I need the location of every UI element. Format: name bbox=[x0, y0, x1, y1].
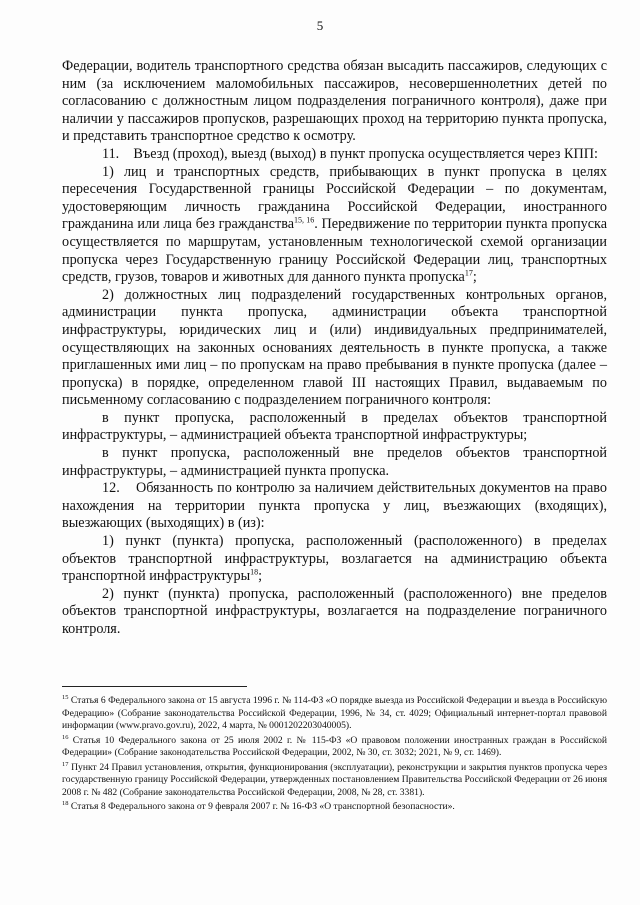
footnote-number: 18 bbox=[62, 799, 69, 807]
paragraph-text: Федерации, водитель транспортного средства обязан высадить пассажиров, следующих с ним (за исключением маломобильных пассажиров, несовершеннолетних детей по согласованию с должностным лицом подразделения пограничного контроля), даже при наличии у пассажиров пропусков, разрешающих проход на территорию пункта пропуска, и представить транспортное средство к осмотру. bbox=[62, 58, 607, 145]
paragraph-text: 2) должностных лиц подразделений государственных контрольных органов, администрации пункта пропуска, администрации объекта транспортной инфраструктуры, юридических лиц и (или) индивидуальных предпринимателей, осуществляющих на законных основаниях деятельность в пункте пропуска, а также приглашенных ими лиц – по пропускам на право пребывания в пункте пропуска (далее – пропуска) в порядке, определенном главой III настоящих Правил, выдаваемым по письменному согласованию с подразделением пограничного контроля: bbox=[62, 286, 607, 409]
paragraph-text: в пункт пропуска, расположенный вне пределов объектов транспортной инфраструктуры, – администрацией пункта пропуска. bbox=[62, 445, 607, 479]
footnote-text: Статья 6 Федерального закона от 15 августа 1996 г. № 114-ФЗ «О порядке выезда из Российской Федерации и въезда в Российскую Федерацию» (Собрание законодательства Российской Федерации, 1996, № 34, ст. 4029; Официальный интернет-портал правовой информации (www.pravo.gov.ru), 2022, 4 марта, № 0001202203040005). bbox=[62, 695, 607, 731]
paragraph-text: . Передвижение по территории пункта пропуска осуществляется по маршрутам, установленным технологической схемой организации пропуска через Государственную границу Российской Федерации лиц, транспортных средств, грузов, товаров и животных для данного пункта пропуска bbox=[62, 216, 607, 286]
paragraph bbox=[62, 58, 607, 146]
footnote-number: 16 bbox=[62, 733, 69, 741]
paragraph-text: 1) лиц и транспортных средств, прибывающих в пункт пропуска в целях пересечения Государственной границы Российской Федерации – по документам, удостоверяющим личность гражданина Российской Федерации, иностранного гражданина или лица без гражданства bbox=[62, 163, 607, 233]
paragraph-text: 1) пункт (пункта) пропуска, расположенный (расположенного) в пределах объектов транспортной инфраструктуры, возлагается на администрацию объекта транспортной инфраструктуры bbox=[62, 533, 607, 585]
footnote bbox=[62, 735, 607, 760]
footnote-separator bbox=[62, 686, 247, 687]
footnote-text: Статья 8 Федерального закона от 9 февраля 2007 г. № 16-ФЗ «О транспортной безопасности». bbox=[68, 801, 455, 812]
paragraph-text: в пункт пропуска, расположенный в пределах объектов транспортной инфраструктуры, – администрацией объекта транспортной инфраструктуры; bbox=[62, 409, 607, 444]
footnotes-section bbox=[62, 686, 607, 816]
paragraph bbox=[62, 586, 607, 639]
paragraph bbox=[62, 445, 607, 480]
page-number: 5 bbox=[316, 18, 324, 33]
paragraph-text: 11. Въезд (проход), выезд (выход) в пункт пропуска осуществляется через КПП: bbox=[102, 145, 598, 162]
paragraph-text: 2) пункт (пункта) пропуска, расположенный (расположенного) вне пределов объектов транспортной инфраструктуры, возлагается на подразделение пограничного контроля. bbox=[62, 585, 607, 637]
paragraph bbox=[62, 146, 607, 164]
footnote-text: Пункт 24 Правил установления, открытия, функционирования (эксплуатации), реконструкции и закрытия пунктов пропуска через государственную границу Российской Федерации, утвержденных постановлением Правительства Российской Федерации от 26 июня 2008 г. № 482 (Собрание законодательства Российской Федерации, 2008, № 28, ст. 3381). bbox=[62, 761, 608, 798]
footnote bbox=[62, 762, 607, 800]
paragraph-text: ; bbox=[258, 568, 263, 585]
body-text bbox=[62, 58, 607, 639]
footnote-number: 15 bbox=[62, 693, 69, 701]
paragraph-text: 12. Обязанность по контролю за наличием действительных документов на право нахождения на территории пункта пропуска у лиц, въезжающих (входящих), выезжающих (выходящих) в (из): bbox=[62, 480, 607, 532]
paragraph bbox=[62, 287, 607, 410]
paragraph-text: ; bbox=[472, 269, 477, 286]
footnote-text: Статья 10 Федерального закона от 25 июля 2002 г. № 115-ФЗ «О правовом положении иностранных граждан в Российской Федерации» (Собрание законодательства Российской Федерации, 2002, № 30, ст. 3032; 2021, № 9, ст. 1469). bbox=[62, 734, 607, 758]
footnote bbox=[62, 801, 607, 814]
paragraph bbox=[62, 480, 607, 533]
paragraph bbox=[62, 533, 607, 586]
footnote-reference: 17 bbox=[464, 268, 473, 278]
footnote-reference: 18 bbox=[250, 567, 259, 577]
paragraph bbox=[62, 410, 607, 445]
footnote-reference: 15, 16 bbox=[294, 215, 315, 225]
footnote bbox=[62, 695, 607, 733]
footnote-number: 17 bbox=[62, 760, 69, 768]
paragraph bbox=[62, 164, 607, 287]
footnote-list bbox=[62, 695, 607, 814]
